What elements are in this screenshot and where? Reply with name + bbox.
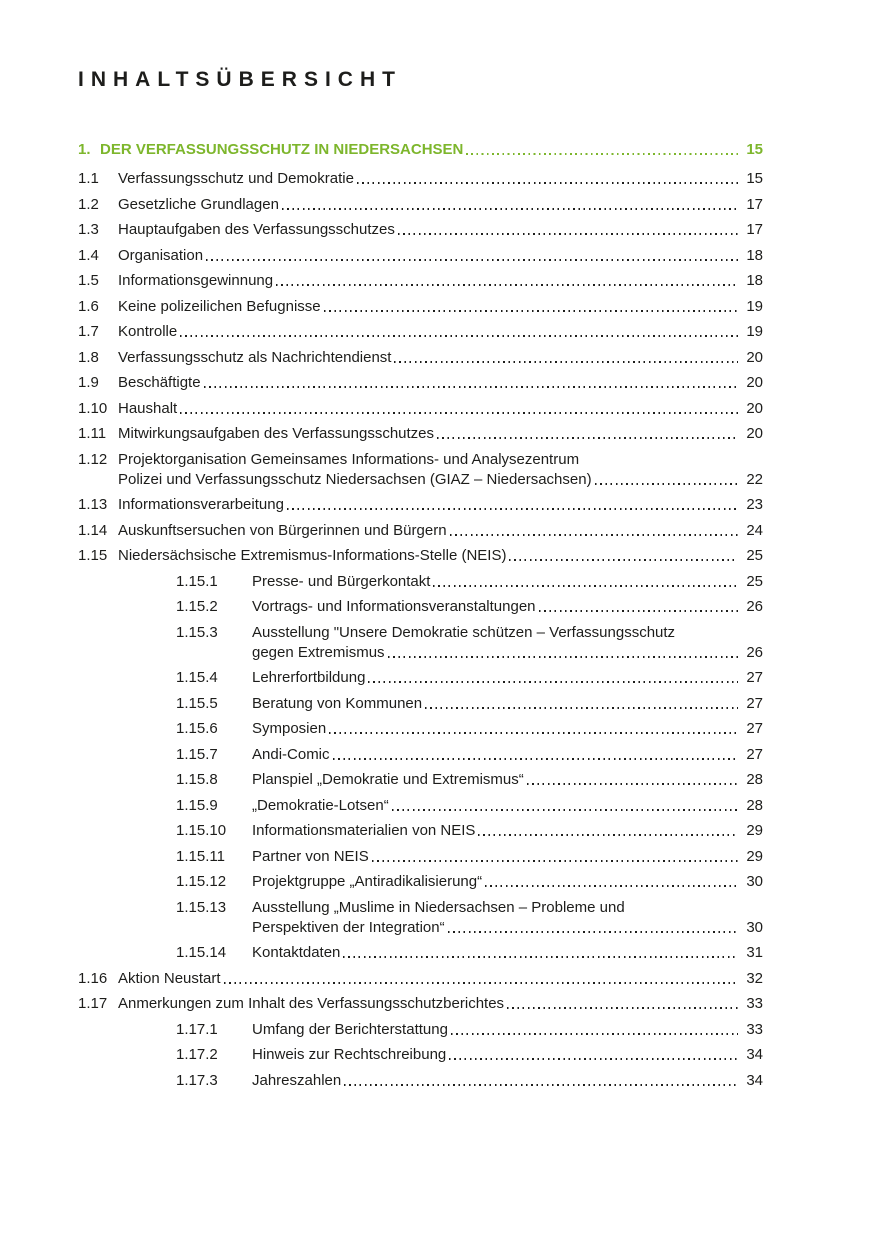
toc-entry	[78, 521, 763, 540]
toc-entry	[78, 348, 763, 367]
toc-entry-number: 1.15.7	[176, 745, 218, 763]
toc-page-number: 20	[746, 425, 763, 442]
toc-page-number: 19	[746, 323, 763, 340]
toc-leader-dots	[394, 361, 738, 363]
toc-entry-number: 1.12	[78, 450, 108, 468]
toc-entry	[78, 821, 763, 840]
toc-entry	[78, 1045, 763, 1064]
toc-entry	[78, 694, 763, 713]
toc-page-number: 27	[746, 669, 763, 686]
toc-entry-number: 1.17.2	[176, 1046, 218, 1063]
toc-leader-dots	[478, 834, 738, 836]
toc-leader-dots	[451, 1033, 738, 1035]
toc-entry-number: 1.15.5	[176, 694, 218, 712]
toc-entry-number: 1.4	[78, 246, 99, 264]
toc-entry-number: 1.2	[78, 195, 99, 213]
toc-entry	[78, 399, 763, 418]
toc-page-number: 26	[746, 643, 763, 661]
toc-page-number: 19	[746, 297, 763, 315]
toc-entry-label: Umfang der Berichterstattung	[252, 1020, 448, 1038]
toc-entry-continuation	[78, 470, 763, 489]
toc-entry-number: 1.1	[78, 170, 99, 187]
toc-entry	[78, 271, 763, 290]
toc-entry-label: Projektgruppe „Antiradikalisierung“	[252, 873, 483, 890]
page-title: INHALTSÜBERSICHT	[78, 68, 402, 91]
toc-entry	[78, 495, 763, 514]
toc-entry	[78, 322, 763, 341]
toc-leader-dots	[276, 284, 738, 286]
toc-entry-number: 1.3	[78, 221, 99, 238]
toc-page-number: 34	[746, 1071, 763, 1089]
toc-leader-dots	[509, 559, 738, 561]
toc-entry	[78, 572, 763, 591]
toc-entry-number: 1.15.2	[176, 598, 218, 615]
toc-entry-number: 1.15.3	[176, 623, 218, 641]
toc-entry	[78, 745, 763, 764]
toc-entry-label: Projektorganisation Gemeinsames Informations- und Analysezentrum	[118, 450, 580, 468]
toc-page-number: 25	[746, 547, 763, 564]
toc-leader-dots	[485, 885, 738, 887]
toc-entry-label: Jahreszahlen	[252, 1071, 342, 1089]
toc-entry-number: 1.15.6	[176, 720, 218, 737]
toc-entry	[78, 1020, 763, 1039]
toc-page-number: 20	[746, 348, 763, 366]
toc-entry	[78, 246, 763, 265]
toc-leader-dots	[450, 534, 738, 536]
toc-page-number: 30	[746, 918, 763, 936]
toc-entry-label: Lehrerfortbildung	[252, 669, 366, 686]
toc-page-number: 24	[746, 521, 763, 539]
toc-page-number: 15	[746, 141, 763, 158]
toc-page-number: 30	[746, 873, 763, 890]
toc-entry-label: DER VERFASSUNGSSCHUTZ IN NIEDERSACHSEN	[100, 141, 464, 158]
toc-leader-dots	[344, 1084, 738, 1086]
toc-entry	[78, 373, 763, 392]
toc-leader-dots	[507, 1007, 738, 1009]
toc-leader-dots	[333, 758, 738, 760]
toc-entry	[78, 450, 763, 469]
toc-entry	[78, 994, 763, 1013]
toc-entry	[78, 719, 763, 738]
toc-entry-label: Anmerkungen zum Inhalt des Verfassungsschutzberichtes	[118, 995, 505, 1012]
toc-leader-dots	[449, 1058, 738, 1060]
toc-entry-number: 1.15.1	[176, 572, 218, 590]
toc-entry	[78, 770, 763, 789]
toc-page-number: 18	[746, 272, 763, 289]
toc-entry-label: Kontrolle	[118, 323, 178, 340]
toc-entry-label: Hauptaufgaben des Verfassungsschutzes	[118, 221, 395, 238]
toc-entry	[78, 943, 763, 962]
toc-leader-dots	[180, 335, 738, 337]
toc-entry-label: Ausstellung „Muslime in Niedersachsen – Probleme und	[252, 898, 625, 916]
toc-leader-dots	[388, 656, 738, 658]
toc-entry-number: 1.15.13	[176, 898, 227, 916]
toc-entry-label: Niedersächsische Extremismus-Informations-Stelle (NEIS)	[118, 547, 507, 564]
toc-entry-number: 1.15	[78, 547, 108, 564]
toc-entry-number: 1.10	[78, 399, 108, 417]
toc-entry-number: 1.17	[78, 995, 108, 1012]
toc-page-number: 18	[746, 246, 763, 264]
toc-page-number: 27	[746, 720, 763, 737]
toc-entry-number: 1.9	[78, 374, 99, 391]
toc-page-number: 26	[746, 598, 763, 615]
toc-entry	[78, 1071, 763, 1090]
toc-entry-number: 1.6	[78, 297, 99, 315]
toc-leader-dots	[282, 208, 738, 210]
toc-entry-continuation	[78, 918, 763, 937]
toc-leader-dots	[398, 233, 738, 235]
toc-leader-dots	[287, 508, 738, 510]
toc-leader-dots	[368, 681, 738, 683]
toc-entry	[78, 297, 763, 316]
toc-leader-dots	[539, 610, 739, 612]
toc-entry	[78, 898, 763, 917]
toc-entry-label: Partner von NEIS	[252, 847, 369, 865]
toc-entry-label: Symposien	[252, 720, 327, 737]
toc-page-number: 27	[746, 745, 763, 763]
toc-page-number: 23	[746, 496, 763, 513]
toc-entry-label: Beratung von Kommunen	[252, 694, 423, 712]
toc-page-number: 29	[746, 847, 763, 865]
toc-entry-label: Presse- und Bürgerkontakt	[252, 572, 431, 590]
toc-entry-label: Informationsgewinnung	[118, 272, 274, 289]
toc-entry	[78, 546, 763, 565]
toc-entry	[78, 872, 763, 891]
toc-entry-number: 1.8	[78, 348, 99, 366]
toc-leader-dots	[392, 809, 738, 811]
toc-entry	[78, 623, 763, 642]
toc-entry-label: Haushalt	[118, 399, 178, 417]
toc-entry-label: Mitwirkungsaufgaben des Verfassungsschutzes	[118, 425, 435, 442]
toc-entry-label: Perspektiven der Integration“	[252, 918, 445, 936]
toc-page-number: 17	[746, 195, 763, 213]
toc-entry	[78, 169, 763, 188]
toc-entry-number: 1.15.12	[176, 873, 227, 890]
toc-entry-label: Informationsverarbeitung	[118, 496, 284, 513]
toc-leader-dots	[437, 437, 738, 439]
toc-leader-dots	[448, 931, 738, 933]
toc-entry-label: Informationsmaterialien von NEIS	[252, 822, 476, 839]
toc-entry	[78, 597, 763, 616]
toc-leader-dots	[180, 412, 738, 414]
toc-entry-label: gegen Extremismus	[252, 643, 385, 661]
toc-entry-number: 1.15.14	[176, 944, 227, 961]
toc-entry-number: 1.11	[78, 425, 107, 442]
toc-page-number: 32	[746, 969, 763, 987]
toc-entry-number: 1.14	[78, 521, 108, 539]
toc-entry-label: Gesetzliche Grundlagen	[118, 195, 279, 213]
toc-entry	[78, 969, 763, 988]
toc-entry-continuation	[78, 643, 763, 662]
toc-leader-dots	[329, 732, 738, 734]
toc-entry-number: 1.15.11	[176, 847, 225, 865]
toc-entry	[78, 796, 763, 815]
toc-entry-number: 1.15.4	[176, 669, 218, 686]
toc-entry-label: „Demokratie-Lotsen“	[252, 796, 389, 814]
toc-page-number: 17	[746, 221, 763, 238]
toc-entry-label: Hinweis zur Rechtschreibung	[252, 1046, 447, 1063]
toc-page-number: 31	[746, 944, 763, 961]
toc-leader-dots	[425, 707, 738, 709]
toc-entry-number: 1.17.1	[176, 1020, 218, 1038]
toc-entry-number: 1.13	[78, 496, 108, 513]
toc-entry-label: Planspiel „Demokratie und Extremismus“	[252, 771, 524, 788]
toc-leader-dots	[343, 956, 738, 958]
toc-entry-label: Kontaktdaten	[252, 944, 341, 961]
toc-entry-label: Keine polizeilichen Befugnisse	[118, 297, 321, 315]
toc-entry-number: 1.5	[78, 272, 99, 289]
toc-page-number: 25	[746, 572, 763, 590]
toc-entry-label: Vortrags- und Informationsveranstaltungen	[252, 598, 536, 615]
toc-entry-label: Verfassungsschutz als Nachrichtendienst	[118, 348, 392, 366]
toc-entry-number: 1.15.10	[176, 822, 227, 839]
toc-section-heading	[78, 140, 763, 159]
toc-entry-number: 1.17.3	[176, 1071, 218, 1089]
toc-leader-dots	[466, 153, 738, 155]
toc-page-number: 34	[746, 1046, 763, 1063]
toc-leader-dots	[224, 982, 738, 984]
toc-entry-label: Aktion Neustart	[118, 969, 221, 987]
toc-page-number: 29	[746, 822, 763, 839]
toc-page-number: 28	[746, 771, 763, 788]
toc-entry-label: Organisation	[118, 246, 204, 264]
toc-entry-number: 1.16	[78, 969, 108, 987]
toc-leader-dots	[433, 585, 738, 587]
toc-leader-dots	[324, 310, 738, 312]
toc-entry-label: Auskunftsersuchen von Bürgerinnen und Bürgern	[118, 521, 447, 539]
toc-entry	[78, 668, 763, 687]
toc-leader-dots	[204, 386, 738, 388]
toc-entry-number: 1.	[78, 141, 91, 158]
toc-entry-label: Beschäftigte	[118, 374, 201, 391]
toc-page-number: 27	[746, 694, 763, 712]
toc-entry-label: Verfassungsschutz und Demokratie	[118, 170, 354, 187]
toc-entry	[78, 424, 763, 443]
toc-page-number: 33	[746, 995, 763, 1012]
toc-entry-number: 1.7	[78, 323, 99, 340]
toc-entry-number: 1.15.9	[176, 796, 218, 814]
toc-page-number: 20	[746, 374, 763, 391]
toc-page-number: 15	[746, 170, 763, 187]
toc-entry	[78, 847, 763, 866]
toc-leader-dots	[527, 783, 738, 785]
toc-entry	[78, 195, 763, 214]
toc-leader-dots	[372, 860, 738, 862]
toc-page-number: 33	[746, 1020, 763, 1038]
toc-page-number: 20	[746, 399, 763, 417]
toc-entry	[78, 220, 763, 239]
toc-page-number: 22	[746, 470, 763, 488]
toc-entry-label: Polizei und Verfassungsschutz Niedersachsen (GIAZ – Niedersachsen)	[118, 470, 592, 488]
toc-leader-dots	[357, 182, 738, 184]
toc-page-number: 28	[746, 796, 763, 814]
table-of-contents	[78, 140, 763, 1090]
toc-entry-label: Ausstellung "Unsere Demokratie schützen – Verfassungsschutz	[252, 623, 676, 641]
toc-leader-dots	[595, 483, 738, 485]
toc-entry-label: Andi-Comic	[252, 745, 330, 763]
toc-entry-number: 1.15.8	[176, 771, 218, 788]
toc-leader-dots	[206, 259, 738, 261]
